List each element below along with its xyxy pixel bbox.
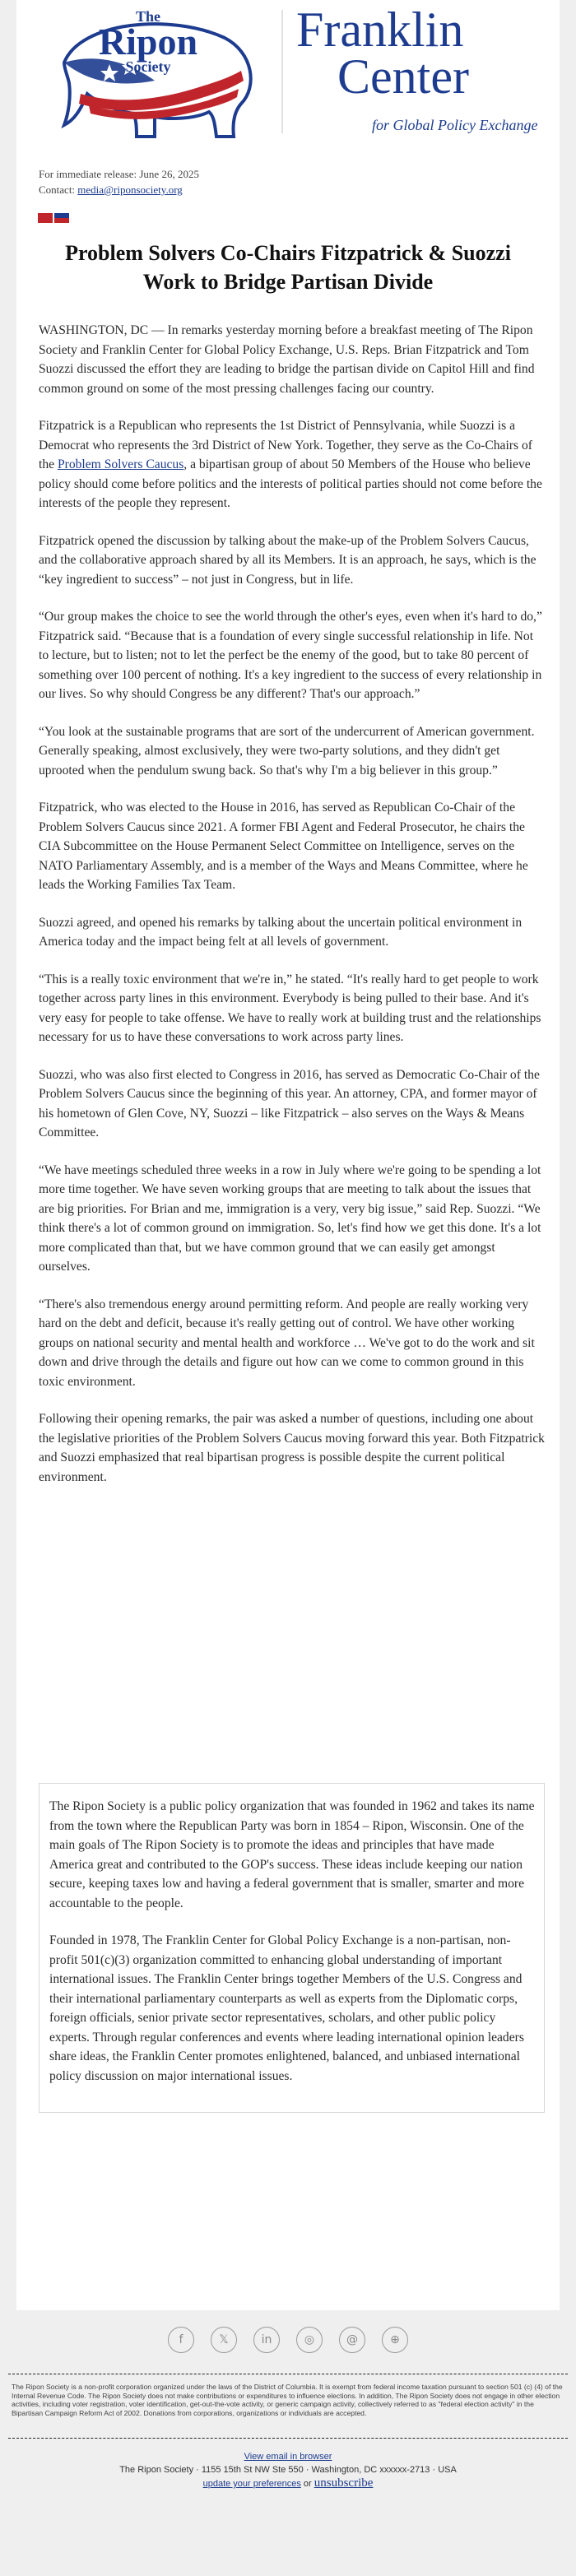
instagram-icon[interactable]: ◎ (296, 2327, 323, 2353)
about-box (39, 1783, 545, 2113)
social-links (0, 2327, 576, 2353)
footer-divider (8, 2438, 568, 2439)
or-text: or (300, 2479, 314, 2489)
contact-label: Contact: (39, 183, 78, 196)
article-paragraph: Suozzi agreed, and opened his remarks by talking about the uncertain political environment in America today and the impact being felt at all levels of government. (39, 915, 523, 949)
unsubscribe-link[interactable]: unsubscribe (314, 2476, 374, 2490)
article-paragraph: Following their opening remarks, the pair was asked a number of questions, including one about the legislative priorities of the Problem Solvers Caucus moving forward this year. Both Fitzpatrick and Suozzi emphasized that real bipartisan progress is possible despite the current political environment. (39, 1412, 545, 1484)
article-paragraph: “There's also tremendous energy around permitting reform. And people are really working very hard on the debt and deficit, because it's really getting out of control. We have other working groups on national security and mental health and workforce … We've got to do the work and sit down and drive through the details and figure out how can we come to common ground in this toxic environment. (39, 1297, 535, 1389)
article-paragraph: “Our group makes the choice to see the world through the other's eyes, even when it's hard to do,” Fitzpatrick said. “Because that is a foundation of every single successful relationship in life. Not to lecture, but to listen; not to let the perfect be the enemy of the good, but to take 80 percent of something over 100 percent of nothing. It's a key ingredient to the success of every relationship in our lives. So why should Congress be any different? That's our approach.” (39, 610, 542, 701)
us-flag-icon (54, 213, 69, 223)
article-body (39, 321, 546, 1505)
website-icon[interactable]: ⊕ (382, 2327, 408, 2353)
article-headline: Problem Solvers Co-Chairs Fitzpatrick & Suozzi Work to Bridge Partisan Divide (65, 241, 511, 294)
threads-icon[interactable]: @ (339, 2327, 365, 2353)
red-flag-icon (38, 213, 53, 223)
problem-solvers-caucus-link[interactable]: Problem Solvers Caucus (57, 457, 184, 471)
article-paragraph: “You look at the sustainable programs that are sort of the undercurrent of American government. Generally speaking, almost exclusively, they were two-party solutions, and they didn't get uprooted when the pendulum swung back. So that's why I'm a big believer in this group.” (39, 724, 535, 777)
mailing-address: The Ripon Society · 1155 15th St NW Ste 550 · Washington, DC xxxxxx-2713 · USA (119, 2465, 457, 2475)
article-paragraph: Suozzi, who was also first elected to Congress in 2016, has served as Democratic Co-Chair of the Problem Solvers Caucus since the beginning of this year. An attorney, CPA, and former mayor of his hometown of Glen Cove, NY, Suozzi – like Fitzpatrick – also serves on the Ways & Means Committee. (39, 1067, 540, 1139)
franklin-title-line1: Franklin (296, 2, 464, 57)
paragraph-text: , a bipartisan group of about 50 Members of the House who believe policy should come before politics and the interests of political parties should not come before the interests of the people they represent. (39, 457, 542, 510)
flag-icons (38, 212, 71, 227)
facebook-icon[interactable]: f (168, 2327, 194, 2353)
release-contact (39, 182, 199, 197)
article-paragraph: Fitzpatrick opened the discussion by talking about the make-up of the Problem Solvers Caucus, and the collaborative approach shared by all its Members. It is an approach, he says, which is the “key ingredient to success” – not just in Congress, but in life. (39, 533, 537, 587)
footer-links (0, 2450, 576, 2490)
logo-divider (281, 10, 283, 133)
about-franklin-paragraph: Founded in 1978, The Franklin Center for Global Policy Exchange is a non-partisan, non-profit 501(c)(3) organization committed to enhancing global understanding of important international issues. The Franklin Center brings together Members of the U.S. Congress and their international parliamentary counterparts as well as experts from the Diplomatic corps, foreign officials, senior private sector representatives, scholars, and other public policy experts. Through regular conferences and events where leading international opinion leaders share ideas, the Franklin Center promotes enlightened, balanced, and unbiased international policy discussion on major international issues. (49, 1933, 524, 2083)
release-date: For immediate release: June 26, 2025 (39, 168, 199, 180)
ripon-society-text: Society (125, 58, 171, 75)
article-paragraph: “We have meetings scheduled three weeks in a row in July where we're going to be spending a lot more time together. We have seven working groups that are meeting to talk about the issues that are big priorities. For Brian and me, immigration is a very, very big issue,” said Rep. Suozzi. “We think there's a lot of common ground on immigration. So, let's find how we get this done. It's a lot more complicated than that, but we have common ground that we can easily get amongst ourselves. (39, 1163, 541, 1274)
release-meta (39, 166, 199, 197)
view-in-browser-link[interactable]: View email in browser (244, 2452, 332, 2462)
article-paragraph: “This is a really toxic environment that we're in,” he stated. “It's really hard to get people to work together across party lines in this environment. Everybody is being pulled to their base. And it's very easy for people to take offense. We have to really work at building trust and the relationships necessary for us to have these conversations to work across party lines. (39, 972, 541, 1044)
franklin-subtitle: for Global Policy Exchange (372, 117, 538, 133)
paragraph-text: Fitzpatrick is a Republican who represents the 1st District of Pennsylvania, while Suozzi is a Democrat who represents the 3rd District of New York. Together, they serve as the Co-Chairs of the (39, 419, 532, 471)
article-paragraph: WASHINGTON, DC — In remarks yesterday morning before a breakfast meeting of The Ripon Society and Franklin Center for Global Policy Exchange, U.S. Reps. Brian Fitzpatrick and Tom Suozzi discussed the effort they are leading to bridge the partisan divide on Capitol Hill and find common ground on some of the most pressing challenges facing our country. (39, 323, 535, 396)
franklin-center-wordmark (296, 2, 469, 104)
update-preferences-link[interactable]: update your preferences (202, 2479, 301, 2489)
x-icon[interactable]: 𝕏 (211, 2327, 237, 2353)
ripon-the-text: The (135, 8, 160, 25)
linkedin-icon[interactable]: in (253, 2327, 280, 2353)
ripon-name-text: Ripon (98, 21, 198, 63)
article-paragraph (39, 416, 546, 513)
legal-disclaimer: The Ripon Society is a non-profit corporation organized under the laws of the District of Columbia. It is exempt from federal income taxation pursuant to section 501 (c) (4) of the Internal Revenue Code. The Ripon Society does not make contributions or expenditures to influence elections. In addition, The Ripon Society does not engage in other election activities, including voter registration, voter identification, get-out-the-vote activity, or generic campaign activity, collectively referred to as "federal election activity" in the Bipartisan Campaign Reform Act of 2002. Donations from corporations, organizations or individuals are accepted. (12, 2383, 563, 2417)
about-ripon-paragraph: The Ripon Society is a public policy organization that was founded in 1962 and takes its name from the town where the Republican Party was born in 1854 – Ripon, Wisconsin. One of the main goals of The Ripon Society is to promote the ideas and principles that have made America great and contributed to the GOP's success. These ideas include keeping our nation secure, keeping taxes low and having a federal government that is smaller, smarter and more accountable to the people. (49, 1799, 535, 1910)
franklin-title-line2: Center (337, 49, 469, 104)
ripon-society-wordmark (86, 10, 210, 74)
article-paragraph: Fitzpatrick, who was elected to the House in 2016, has served as Republican Co-Chair of the Problem Solvers Caucus since 2021. A former FBI Agent and Federal Prosecutor, he chairs the CIA Subcommittee on the House Permanent Select Committee on Intelligence, serves on the NATO Parliamentary Assembly, and is a member of the Ways and Means Committee, where he leads the Working Families Tax Team. (39, 801, 528, 892)
header-logos (16, 0, 560, 156)
email-card (16, 0, 560, 2310)
contact-email-link[interactable]: media@riponsociety.org (77, 183, 183, 196)
